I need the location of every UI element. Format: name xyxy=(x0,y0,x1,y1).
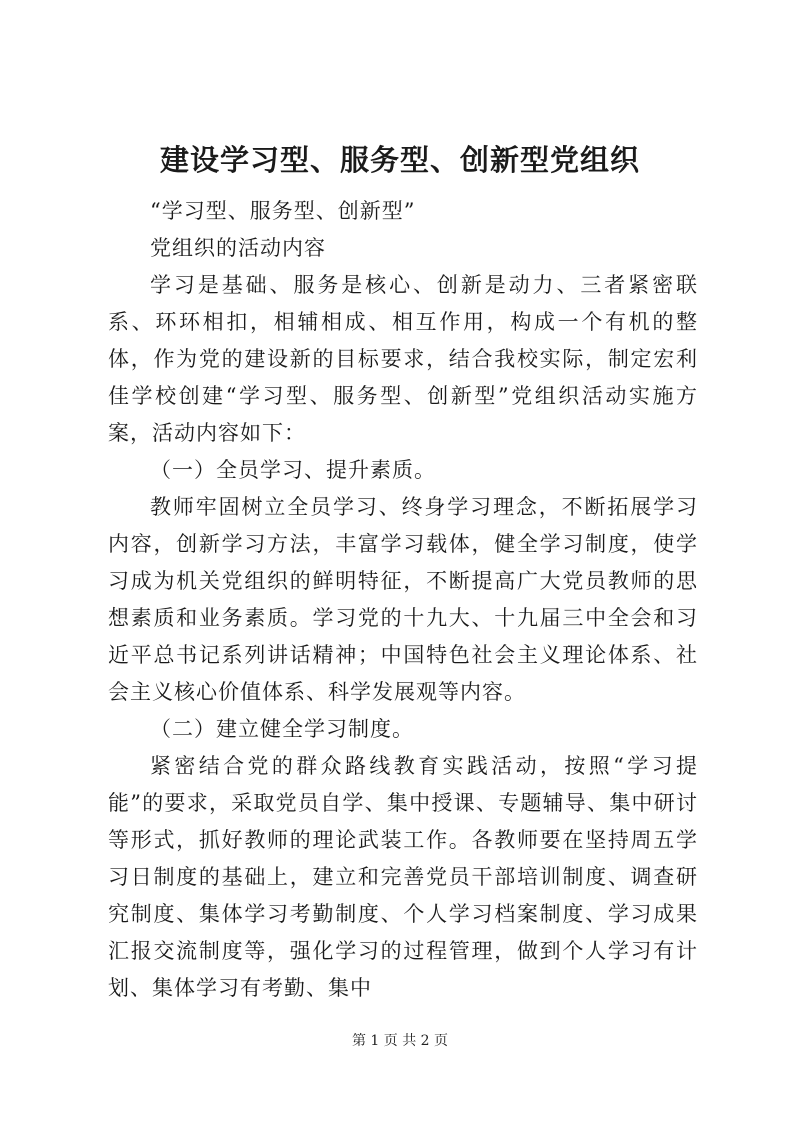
section-heading-2: （二）建立健全学习制度。 xyxy=(150,717,414,741)
paragraph-intro: 学习是基础、服务是核心、创新是动力、三者紧密联系、环环相扣，相辅相成、相互作用，构成一个有机的整体，作为党的建设新的目标要求，结合我校实际，制定宏利佳学校创建“学习型、服务型、创新型”党组织活动实施方案，活动内容如下： xyxy=(108,273,698,445)
paragraph-section-2: 紧密结合党的群众路线教育实践活动，按照“学习提能”的要求，采取党员自学、集中授课、专题辅导、集中研讨等形式，抓好教师的理论武装工作。各教师要在坚持周五学习日制度的基础上，建立和完善党员干部培训制度、调查研究制度、集体学习考勤制度、个人学习档案制度、学习成果汇报交流制度等，强化学习的过程管理，做到个人学习有计划、集体学习有考勤、集中 xyxy=(108,754,698,1000)
document-title: 建设学习型、服务型、创新型党组织 xyxy=(159,143,640,177)
paragraph-subtitle-2: 党组织的活动内容 xyxy=(150,236,326,260)
section-heading-1: （一）全员学习、提升素质。 xyxy=(150,458,436,482)
paragraph-subtitle-1: “学习型、服务型、创新型” xyxy=(150,199,416,223)
document-body xyxy=(108,193,698,1007)
page-footer: 第 1 页 共 2 页 xyxy=(351,1033,449,1049)
paragraph-section-1: 教师牢固树立全员学习、终身学习理念，不断拓展学习内容，创新学习方法，丰富学习载体，健全学习制度，使学习成为机关党组织的鲜明特征，不断提高广大党员教师的思想素质和业务素质。学习党的十九大、十九届三中全会和习近平总书记系列讲话精神；中国特色社会主义理论体系、社会主义核心价值体系、科学发展观等内容。 xyxy=(108,495,698,704)
